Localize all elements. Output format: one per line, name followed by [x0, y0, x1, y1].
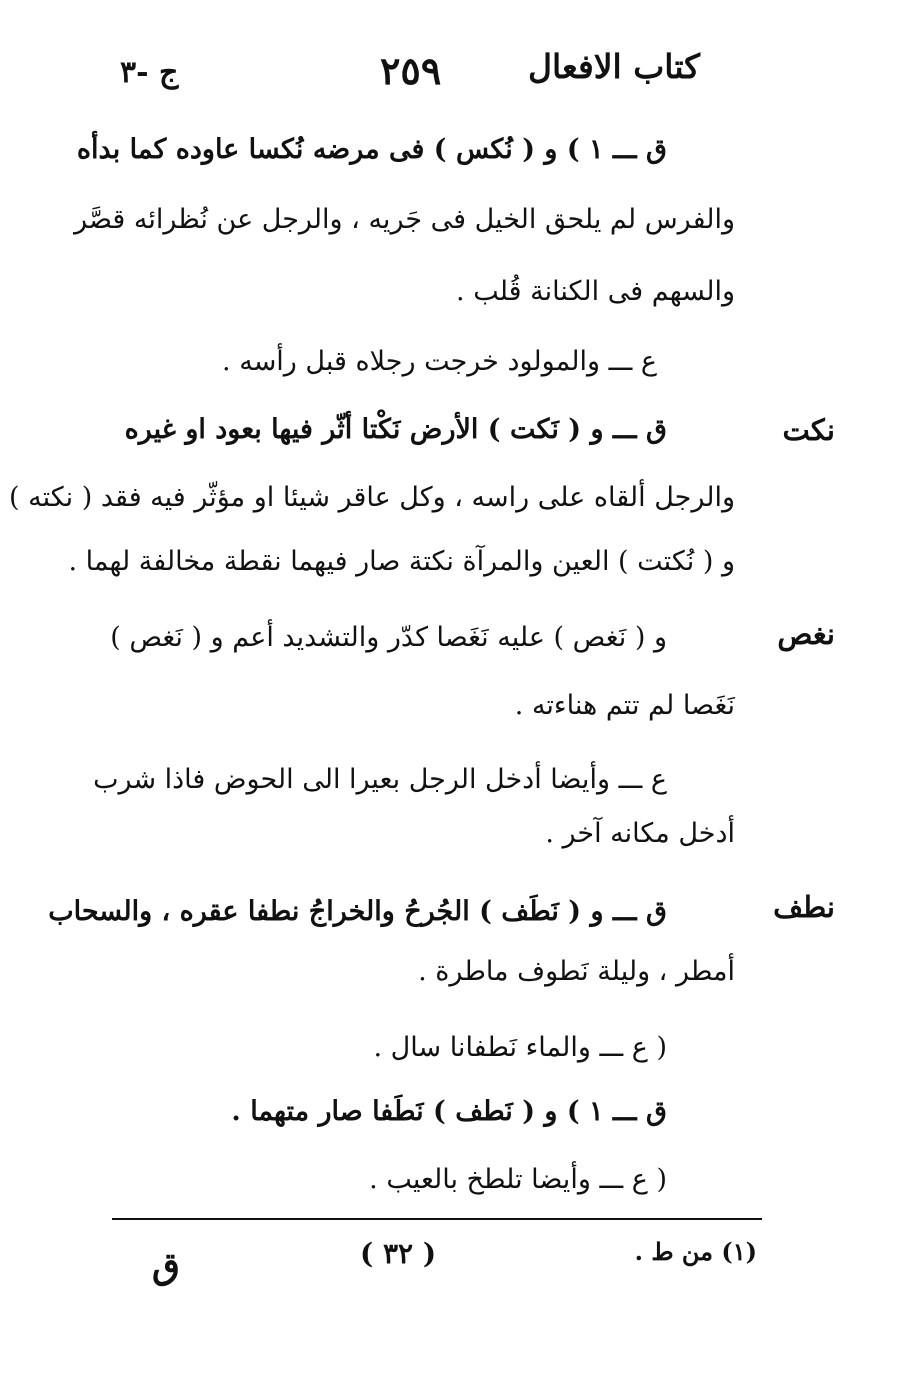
- margin-headword-naghs: نغص: [777, 617, 835, 651]
- body-line: ( ع ـــ والماء نَطفانا سال .: [373, 1032, 667, 1063]
- volume-mark: ج -٣: [120, 55, 179, 90]
- footnote: (١) من ط .: [634, 1237, 757, 1266]
- body-line: ق ـــ ١ ) و ( نُكس ) فى مرضه نُكسا عاوده كما بدأه: [76, 134, 667, 165]
- body-line: و ( نُكتت ) العين والمرآة نكتة صار فيهما نقطة مخالفة لهما .: [68, 546, 735, 577]
- running-title: كتاب الافعال: [528, 47, 700, 86]
- margin-headword-nakt: نكت: [782, 413, 835, 447]
- catchword: ق: [152, 1245, 180, 1287]
- body-line: ق ـــ و ( نَكت ) الأرض نَكْتا أثّر فيها بعود او غيره: [124, 414, 667, 445]
- body-line: ق ـــ ١ ) و ( نَطف ) نَطَفا صار متهما .: [231, 1096, 667, 1127]
- page-number: ٢٥٩: [380, 48, 442, 93]
- body-line: أدخل مكانه آخر .: [545, 818, 735, 849]
- margin-headword-natf: نطف: [773, 890, 835, 924]
- body-line: نَغَصا لم تتم هناءته .: [514, 690, 735, 721]
- body-line: ق ـــ و ( نَطَف ) الجُرحُ والخراجُ نطفا عقره ، والسحاب: [48, 896, 667, 927]
- body-line: ع ـــ والمولود خرجت رجلاه قبل رأسه .: [222, 346, 657, 377]
- footnote-rule: [112, 1218, 762, 1220]
- body-line: ع ـــ وأيضا أدخل الرجل بعيرا الى الحوض فاذا شرب: [93, 764, 667, 795]
- body-line: والرجل ألقاه على راسه ، وكل عاقر شيئا او مؤثّر فيه فقد ( نكته ): [9, 482, 735, 513]
- body-line: أمطر ، وليلة نَطوف ماطرة .: [418, 956, 735, 987]
- body-line: و ( نَغص ) عليه نَغَصا كدّر والتشديد أعم و ( نَغص ): [110, 622, 667, 653]
- body-line: والفرس لم يلحق الخيل فى جَريه ، والرجل عن نُظرائه قصَّر: [74, 204, 735, 235]
- signature-mark: ( ٣٢ ): [360, 1237, 437, 1270]
- body-line: والسهم فى الكنانة قُلب .: [456, 276, 735, 307]
- body-line: ( ع ـــ وأيضا تلطخ بالعيب .: [369, 1164, 667, 1195]
